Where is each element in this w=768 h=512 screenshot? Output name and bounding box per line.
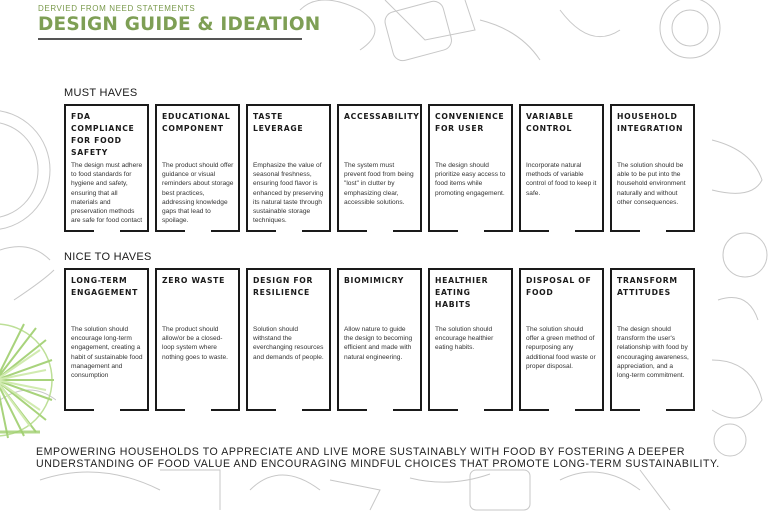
page-header	[38, 4, 320, 40]
card-transform-attitudes	[610, 268, 695, 411]
section-title-nice-to-haves: NICE TO HAVES	[64, 251, 152, 263]
page-subtitle: DERVIED FROM NEED STATEMENTS	[38, 4, 196, 13]
page-title: DESIGN GUIDE & IDEATION	[38, 14, 321, 35]
card-long-term-engagement	[64, 268, 149, 411]
card-title: DISPOSAL OF FOOD	[526, 276, 592, 297]
card-description: The solution should be able to be put into the household environment naturally and without other consequences.	[617, 162, 686, 206]
card-convenience-for-user	[428, 104, 513, 232]
card-description: The design must adhere to food standards for hygiene and safety, ensuring that all materials and preservation methods are safe for food contact	[71, 162, 143, 225]
card-accessability	[337, 104, 422, 232]
card-zero-waste	[155, 268, 240, 411]
card-description: Solution should withstand the everchanging resources and demands of people.	[253, 326, 324, 361]
card-household-integration	[610, 104, 695, 232]
card-description: The product should allow/or be a closed-loop system where nothing goes to waste.	[162, 326, 228, 361]
card-title: TASTE LEVERAGE	[253, 112, 304, 133]
card-title: FDA COMPLIANCE FOR FOOD SAFETY	[71, 112, 135, 157]
card-educational-component	[155, 104, 240, 232]
card-description: The solution should encourage long-term engagement, creating a habit of sustainable food management and consumption	[71, 326, 143, 380]
card-title: VARIABLE CONTROL	[526, 112, 574, 133]
card-description: Allow nature to guide the design to becoming efficient and made with natural engineering.	[344, 326, 413, 361]
card-variable-control	[519, 104, 604, 232]
card-disposal-of-food	[519, 268, 604, 411]
card-healthier-eating-habits	[428, 268, 513, 411]
card-title: DESIGN FOR RESILIENCE	[253, 276, 314, 297]
card-description: Emphasize the value of seasonal freshness, ensuring food flavor is enhanced by preserving its natural taste through sustainable storage techniques.	[253, 162, 324, 225]
card-fda-compliance	[64, 104, 149, 232]
section-title-must-haves: MUST HAVES	[64, 87, 138, 99]
card-title: ACCESSABILITY	[344, 112, 420, 121]
card-title: ZERO WASTE	[162, 276, 226, 285]
card-description: Incorporate natural methods of variable control of food to keep it safe.	[526, 162, 597, 197]
card-title: EDUCATIONAL COMPONENT	[162, 112, 231, 133]
card-description: The product should offer guidance or visual reminders about storage best practices, addressing knowledge gaps that lead to spoilage.	[162, 162, 234, 225]
card-title: TRANSFORM ATTITUDES	[617, 276, 678, 297]
card-biomimicry	[337, 268, 422, 411]
sketch-plant	[0, 324, 54, 438]
vision-statement: EMPOWERING HOUSEHOLDS TO APPRECIATE AND LIVE MORE SUSTAINABLY WITH FOOD BY FOSTERING A DEEPER UNDERSTANDING OF FOOD VALUE AND ENCOURAGING MINDFUL CHOICES THAT PROMOTE LONG-TERM SUSTAINABILITY.	[36, 446, 720, 470]
card-description: The design should prioritize easy access to food items while promoting engagement.	[435, 162, 506, 197]
card-taste-leverage	[246, 104, 331, 232]
sketch-circle-left	[0, 110, 50, 230]
card-title: LONG-TERM ENGAGEMENT	[71, 276, 139, 297]
card-title: CONVENIENCE FOR USER	[435, 112, 505, 133]
card-description: The solution should encourage healthier eating habits.	[435, 326, 494, 352]
title-underline	[38, 38, 302, 40]
card-title: HEALTHIER EATING HABITS	[435, 276, 489, 309]
card-description: The system must prevent food from being "lost" in clutter by emphasizing clear, accessible solutions.	[344, 162, 414, 206]
card-description: The solution should offer a green method of repurposing any additional food waste or proper disposal.	[526, 326, 596, 370]
card-title: HOUSEHOLD INTEGRATION	[617, 112, 684, 133]
card-description: The design should transform the user's relationship with food by encouraging awareness, appreciation, and a long-term commitment.	[617, 326, 689, 380]
card-design-for-resilience	[246, 268, 331, 411]
card-title: BIOMIMICRY	[344, 276, 404, 285]
